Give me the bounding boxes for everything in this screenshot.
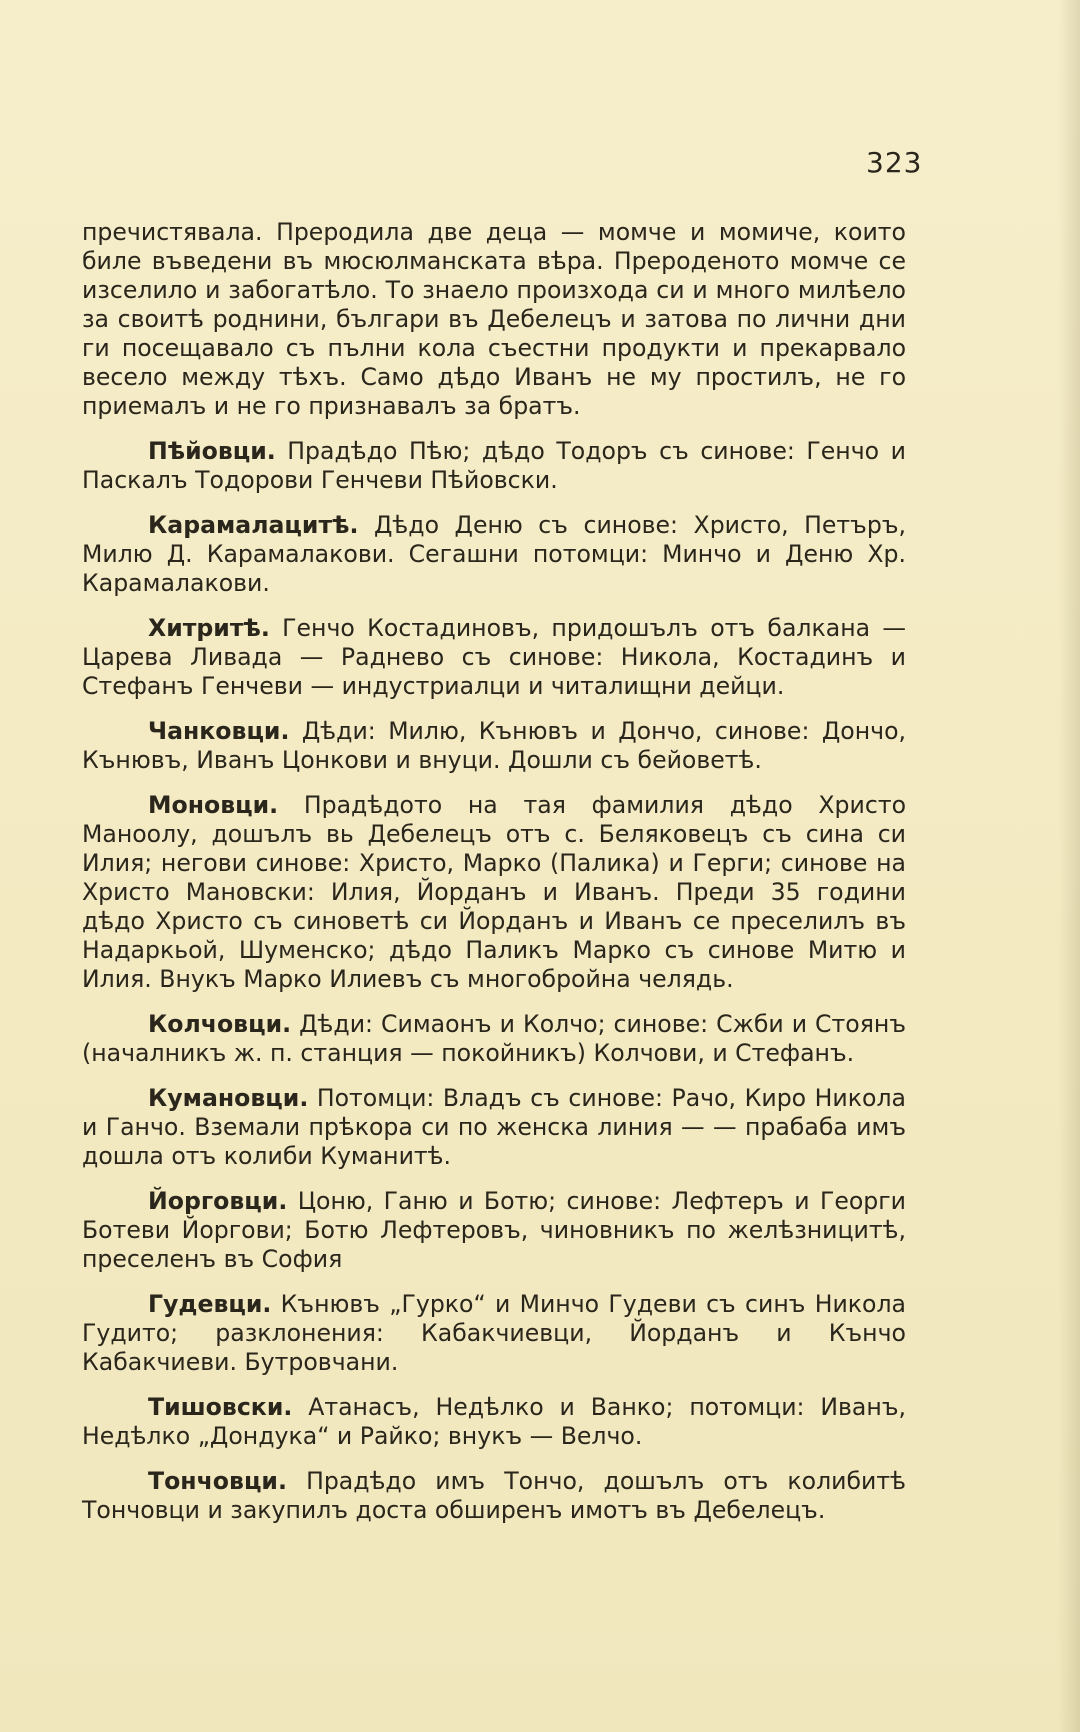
family-entry	[82, 1290, 906, 1377]
family-description: Цоню, Ганю и Ботю; синове: Лефтеръ и Георги Ботеви Йоргови; Ботю Лефтеровъ, чиновникъ по желѣзницитѣ, преселенъ въ София	[82, 1187, 906, 1273]
family-description: Прадѣдо Пѣю; дѣдо Тодоръ съ синове: Генчо и Паскалъ Тодорови Генчеви Пѣйовски.	[82, 437, 906, 494]
family-description: Дѣдо Деню съ синове: Христо, Петъръ, Милю Д. Карамалакови. Сегашни потомци: Минчо и Деню Хр. Карамалакови.	[82, 511, 906, 597]
family-description: Дѣди: Милю, Кънювъ и Дончо, синове: Дончо, Кънювъ, Иванъ Цонкови и внуци. Дошли съ бейоветѣ.	[82, 717, 906, 774]
family-entry	[82, 614, 906, 701]
family-entry	[82, 1187, 906, 1274]
family-entry	[82, 717, 906, 775]
family-entry	[82, 1467, 906, 1525]
page-text	[82, 218, 906, 1541]
family-description: Атанасъ, Недѣлко и Ванко; потомци: Иванъ, Недѣлко „Дондука“ и Райко; внукъ — Велчо.	[82, 1393, 906, 1450]
family-name: Тишовски.	[148, 1393, 293, 1421]
family-name: Йорговци.	[148, 1187, 288, 1215]
family-name: Кумановци.	[148, 1084, 309, 1112]
page-number: 323	[866, 146, 923, 179]
family-description: Кънювъ „Гурко“ и Минчо Гудеви съ синъ Никола Гудито; разклонения: Кабакчиевци, Йорданъ и Кънчо Кабакчиеви. Бутровчани.	[82, 1290, 906, 1376]
family-entry	[82, 791, 906, 994]
family-name: Гудевци.	[148, 1290, 272, 1318]
family-description: Прадѣдото на тая фамилия дѣдо Христо Маноолу, дошълъ вь Дебелецъ отъ с. Беляковецъ съ сина си Илия; негови синове: Христо, Марко (Палика) и Герги; синове на Христо Мановски: Илия, Йорданъ и Иванъ. Преди 35 години дѣдо Христо съ синоветѣ си Йорданъ и Иванъ се преселилъ въ Надаркьой, Шуменско; дѣдо Паликъ Марко съ синове Митю и Илия. Внукъ Марко Илиевъ съ многобройна челядь.	[82, 791, 906, 993]
family-entry	[82, 1010, 906, 1068]
family-entry	[82, 511, 906, 598]
family-entry	[82, 1084, 906, 1171]
family-entry	[82, 1393, 906, 1451]
family-entry	[82, 437, 906, 495]
family-description: Прадѣдо имъ Тончо, дошълъ отъ колибитѣ Тончовци и закупилъ доста обширенъ имотъ въ Дебелецъ.	[82, 1467, 906, 1524]
family-name: Колчовци.	[148, 1010, 292, 1038]
family-description: Генчо Костадиновъ, придошълъ отъ балкана — Царева Ливада — Раднево съ синове: Никола, Костадинъ и Стефанъ Генчеви — индустриалци и читалищни дейци.	[82, 614, 906, 700]
family-description: Дѣди: Симаонъ и Колчо; синове: Сжби и Стоянъ (началникъ ж. п. станция — покойникъ) Колчови, и Стефанъ.	[82, 1010, 906, 1067]
family-name: Хитритѣ.	[148, 614, 270, 642]
family-name: Тончовци.	[148, 1467, 287, 1495]
family-name: Моновци.	[148, 791, 279, 819]
family-name: Чанковци.	[148, 717, 290, 745]
opening-paragraph: пречистявала. Прeродила две деца — момче и момиче, които биле въведени въ мюсюлманската вѣра. Прeродeното момче се изселило и забогатѣло. То знаело произхода си и много милѣело за своитѣ роднини, българи въ Дебелецъ и затова по лични дни ги посещавало съ пълни кола съестни продукти и прекарвало весело между тѣхъ. Само дѣдо Иванъ не му простилъ, не го приемалъ и не го признавалъ за братъ.	[82, 218, 906, 420]
page-edge-shadow	[1058, 0, 1080, 1732]
family-name: Пѣйовци.	[148, 437, 276, 465]
family-name: Карамалацитѣ.	[148, 511, 359, 539]
family-description: Потомци: Владъ съ синове: Рачо, Киро Никола и Ганчо. Вземали прѣкора си по женска линия — — прабаба имъ дошла отъ колиби Куманитѣ.	[82, 1084, 906, 1170]
